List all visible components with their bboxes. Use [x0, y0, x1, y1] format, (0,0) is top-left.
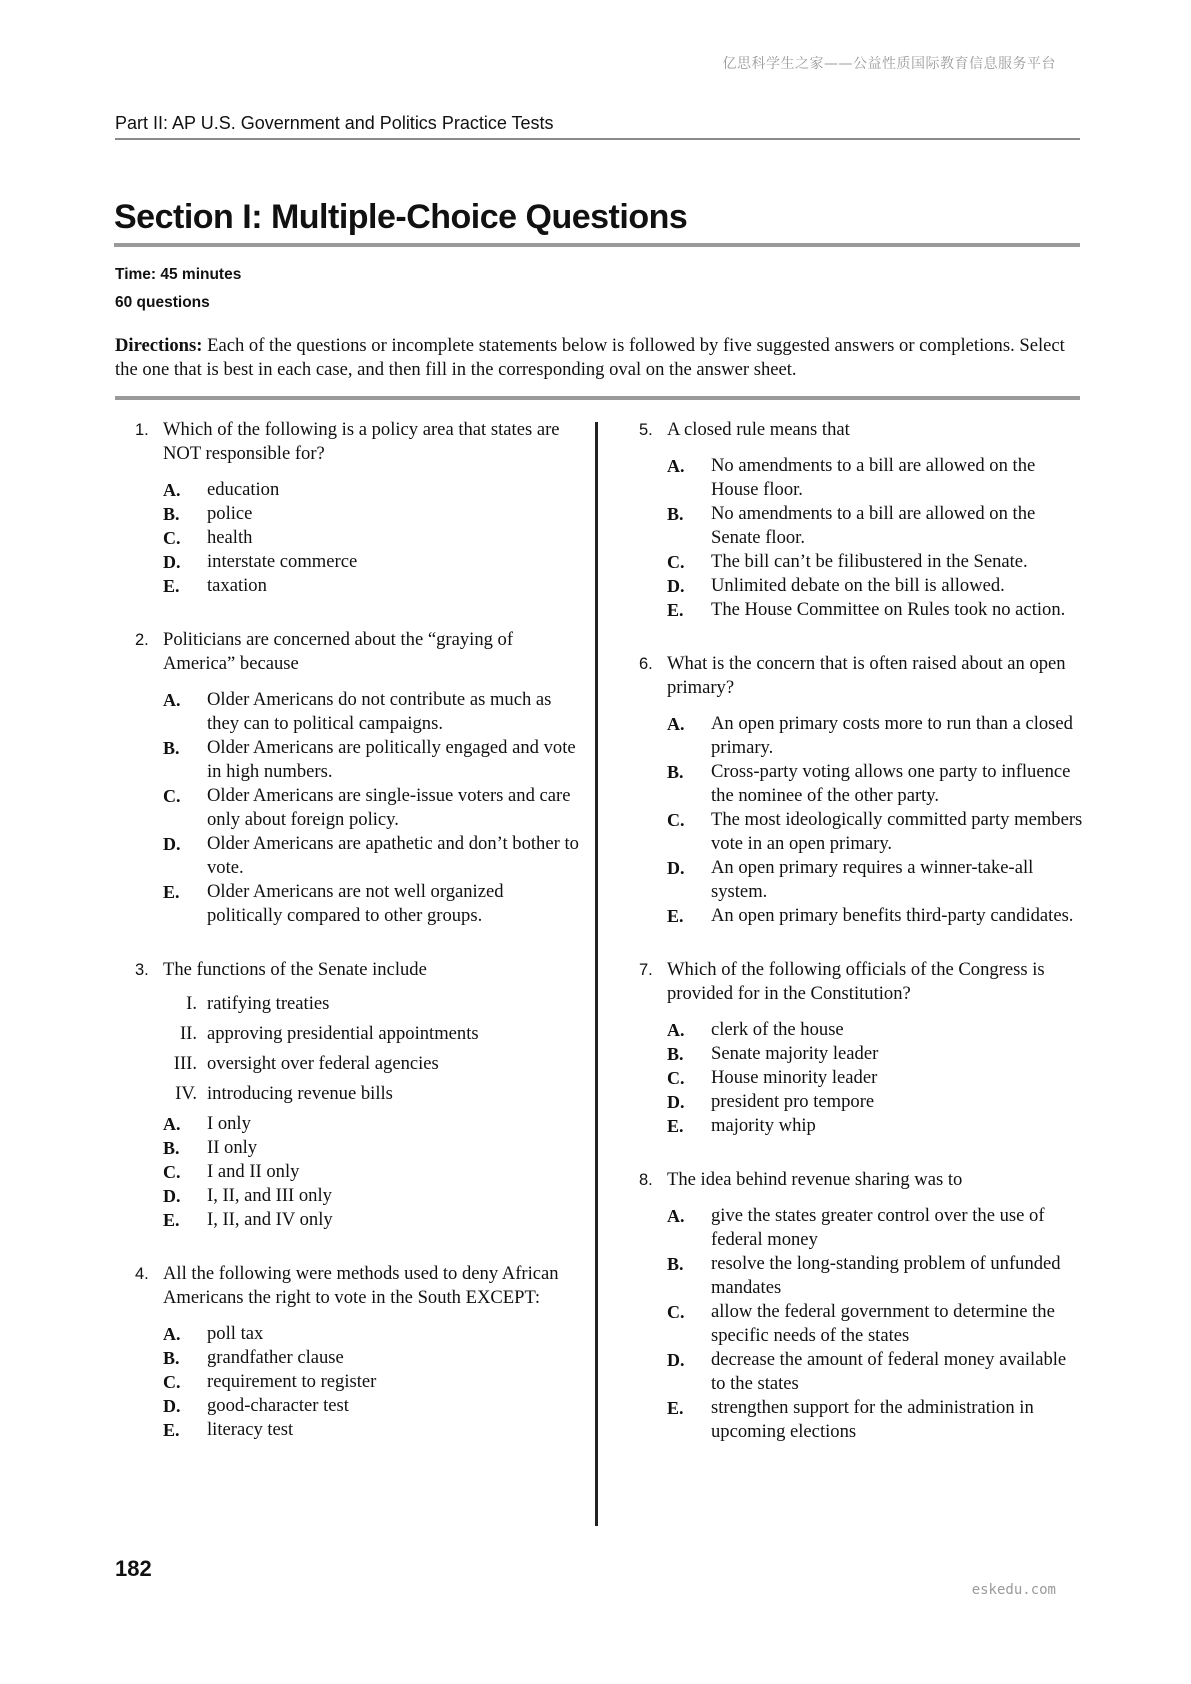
directions [115, 334, 1080, 382]
choice-letter: B. [163, 1348, 180, 1368]
question-stem [133, 1262, 583, 1310]
question-text: All the following were methods used to deny African Americans the right to vote in the South EXCEPT: [163, 1263, 559, 1308]
choice [667, 1066, 1083, 1090]
choice [163, 1370, 583, 1394]
choice-letter: C. [163, 1372, 181, 1392]
choice-letter: A. [667, 456, 685, 476]
choice-text: good-character test [207, 1395, 349, 1416]
question-number: 5. [639, 421, 653, 439]
question-number: 6. [639, 655, 653, 673]
choice [667, 1348, 1083, 1396]
choice [163, 502, 583, 526]
choice-list [637, 454, 1083, 622]
choice-text: Older Americans are not well organized politically compared to other groups. [207, 881, 504, 926]
choice-text: resolve the long-standing problem of unfunded mandates [711, 1253, 1061, 1298]
choice-letter: E. [163, 576, 180, 596]
question-4 [133, 1262, 583, 1442]
choice [667, 1042, 1083, 1066]
choice-list [637, 712, 1083, 928]
choice [667, 1252, 1083, 1300]
choice-letter: E. [163, 1210, 180, 1230]
choice-list [637, 1204, 1083, 1444]
choice [163, 832, 583, 880]
choice [163, 1346, 583, 1370]
question-text: A closed rule means that [667, 419, 850, 440]
choice [163, 1160, 583, 1184]
directions-label: Directions: [115, 335, 203, 356]
choice-letter: A. [163, 690, 181, 710]
choice-text: Unlimited debate on the bill is allowed. [711, 575, 1005, 596]
choice-text: police [207, 503, 253, 524]
choice-letter: B. [163, 504, 180, 524]
choice [667, 808, 1083, 856]
choice-text: House minority leader [711, 1067, 878, 1088]
choice-text: education [207, 479, 280, 500]
choice [163, 478, 583, 502]
choice-text: interstate commerce [207, 551, 358, 572]
choice [163, 1208, 583, 1232]
choice-letter: A. [163, 1324, 181, 1344]
question-2 [133, 628, 583, 928]
choice-text: No amendments to a bill are allowed on the Senate floor. [711, 503, 1036, 548]
choice [667, 574, 1083, 598]
question-1 [133, 418, 583, 598]
choice-text: majority whip [711, 1115, 816, 1136]
question-number: 4. [135, 1265, 149, 1283]
choice [163, 688, 583, 736]
question-number: 2. [135, 631, 149, 649]
roman-text: introducing revenue bills [207, 1083, 393, 1104]
choice-letter: D. [667, 576, 685, 596]
question-text: Politicians are concerned about the “graying of America” because [163, 629, 514, 674]
choice-list [133, 688, 583, 928]
choice [667, 454, 1083, 502]
question-number: 1. [135, 421, 149, 439]
question-stem [133, 418, 583, 466]
choice-letter: C. [667, 1302, 685, 1322]
question-stem [133, 628, 583, 676]
choice-letter: E. [667, 600, 684, 620]
question-text: The idea behind revenue sharing was to [667, 1169, 963, 1190]
choice-letter: B. [667, 504, 684, 524]
choice [163, 526, 583, 550]
choice-letter: D. [163, 1396, 181, 1416]
question-number: 8. [639, 1171, 653, 1189]
choice-text: allow the federal government to determine the specific needs of the states [711, 1301, 1055, 1346]
question-8 [637, 1168, 1083, 1444]
left-column [133, 418, 583, 1442]
question-stem [637, 418, 1083, 442]
roman-numeral: II. [179, 1023, 197, 1044]
running-head: Part II: AP U.S. Government and Politics Practice Tests [115, 113, 1080, 140]
choice-text: No amendments to a bill are allowed on the House floor. [711, 455, 1036, 500]
choice-list [637, 1018, 1083, 1138]
choice-letter: A. [163, 1114, 181, 1134]
choice [163, 1112, 583, 1136]
choice-letter: C. [667, 1068, 685, 1088]
choice [163, 550, 583, 574]
choice-text: An open primary costs more to run than a closed primary. [711, 713, 1073, 758]
roman-item [163, 1082, 583, 1106]
choice-letter: C. [667, 810, 685, 830]
roman-text: ratifying treaties [207, 993, 330, 1014]
roman-numeral: I. [186, 993, 197, 1014]
question-stem [637, 958, 1083, 1006]
choice-text: II only [207, 1137, 258, 1158]
time-limit: Time: 45 minutes [115, 266, 242, 283]
choice-letter: B. [667, 1254, 684, 1274]
choice [667, 856, 1083, 904]
choice-letter: C. [163, 786, 181, 806]
choice-letter: C. [163, 528, 181, 548]
choice-letter: A. [667, 1206, 685, 1226]
choice-text: decrease the amount of federal money available to the states [711, 1349, 1067, 1394]
choice-text: literacy test [207, 1419, 294, 1440]
choice-letter: D. [163, 1186, 181, 1206]
roman-text: approving presidential appointments [207, 1023, 479, 1044]
choice-letter: D. [667, 1092, 685, 1112]
question-count: 60 questions [115, 294, 210, 311]
section-title: Section I: Multiple-Choice Questions [114, 198, 1080, 247]
choice-letter: B. [163, 1138, 180, 1158]
choice-letter: D. [667, 858, 685, 878]
question-text: Which of the following officials of the Congress is provided for in the Constitution? [667, 959, 1045, 1004]
choice-letter: B. [163, 738, 180, 758]
question-text: What is the concern that is often raised about an open primary? [667, 653, 1066, 698]
choice-text: president pro tempore [711, 1091, 875, 1112]
choice [667, 1114, 1083, 1138]
choice [163, 736, 583, 784]
choice-text: Cross-party voting allows one party to influence the nominee of the other party. [711, 761, 1071, 806]
section-divider [115, 396, 1080, 400]
choice-letter: C. [163, 1162, 181, 1182]
choice [667, 712, 1083, 760]
choice-text: requirement to register [207, 1371, 377, 1392]
choice-letter: A. [667, 1020, 685, 1040]
choice-letter: D. [163, 552, 181, 572]
page-number: 182 [115, 1556, 152, 1581]
choice [163, 1418, 583, 1442]
choice [667, 904, 1083, 928]
choice [667, 1090, 1083, 1114]
roman-numeral: III. [173, 1053, 197, 1074]
choice-letter: E. [163, 1420, 180, 1440]
choice-text: I, II, and IV only [207, 1209, 333, 1230]
choice-text: grandfather clause [207, 1347, 344, 1368]
right-column [637, 418, 1083, 1444]
choice [667, 1204, 1083, 1252]
roman-numeral-list [133, 992, 583, 1106]
question-stem [637, 652, 1083, 700]
question-5 [637, 418, 1083, 622]
choice [667, 1396, 1083, 1444]
choice-text: clerk of the house [711, 1019, 844, 1040]
choice-text: I, II, and III only [207, 1185, 332, 1206]
choice-list [133, 1322, 583, 1442]
roman-text: oversight over federal agencies [207, 1053, 439, 1074]
roman-item [163, 1052, 583, 1076]
choice-text: give the states greater control over the use of federal money [711, 1205, 1045, 1250]
choice-text: The bill can’t be filibustered in the Senate. [711, 551, 1028, 572]
choice [667, 1300, 1083, 1348]
choice-text: An open primary requires a winner-take-all system. [711, 857, 1034, 902]
question-7 [637, 958, 1083, 1138]
choice-text: health [207, 527, 253, 548]
question-text: The functions of the Senate include [163, 959, 427, 980]
choice-letter: D. [667, 1350, 685, 1370]
choice-text: strengthen support for the administration in upcoming elections [711, 1397, 1034, 1442]
choice [163, 1394, 583, 1418]
choice [163, 1322, 583, 1346]
choice-letter: A. [163, 480, 181, 500]
question-number: 7. [639, 961, 653, 979]
choice-letter: D. [163, 834, 181, 854]
question-text: Which of the following is a policy area that states are NOT responsible for? [163, 419, 560, 464]
roman-item [163, 992, 583, 1016]
top-watermark: 亿思科学生之家——公益性质国际教育信息服务平台 [722, 56, 1056, 72]
choice-letter: B. [667, 762, 684, 782]
roman-item [163, 1022, 583, 1046]
choice-text: Older Americans are single-issue voters and care only about foreign policy. [207, 785, 571, 830]
column-divider [595, 422, 598, 1526]
choice [667, 1018, 1083, 1042]
roman-numeral: IV. [175, 1083, 197, 1104]
choice-letter: A. [667, 714, 685, 734]
bottom-watermark: eskedu.com [971, 1582, 1056, 1598]
question-6 [637, 652, 1083, 928]
choice-text: I only [207, 1113, 251, 1134]
choice-letter: E. [667, 1116, 684, 1136]
choice-letter: B. [667, 1044, 684, 1064]
question-stem [133, 958, 583, 982]
choice [667, 760, 1083, 808]
choice-text: Older Americans are apathetic and don’t bother to vote. [207, 833, 579, 878]
choice-list [133, 1112, 583, 1232]
choice-text: poll tax [207, 1323, 264, 1344]
question-3 [133, 958, 583, 1232]
choice-letter: C. [667, 552, 685, 572]
choice-letter: E. [163, 882, 180, 902]
question-stem [637, 1168, 1083, 1192]
choice [163, 1184, 583, 1208]
choice [667, 598, 1083, 622]
choice-text: Older Americans are politically engaged and vote in high numbers. [207, 737, 576, 782]
choice [163, 784, 583, 832]
directions-text: Each of the questions or incomplete statements below is followed by five suggested answers or completions. Select the one that is best in each case, and then fill in the corresponding oval on the answer sheet. [115, 335, 1065, 380]
choice [163, 574, 583, 598]
choice [163, 880, 583, 928]
choice-letter: E. [667, 1398, 684, 1418]
choice-text: I and II only [207, 1161, 300, 1182]
choice-text: taxation [207, 575, 267, 596]
choice-letter: E. [667, 906, 684, 926]
choice-text: Older Americans do not contribute as much as they can to political campaigns. [207, 689, 552, 734]
choice [667, 550, 1083, 574]
choice-list [133, 478, 583, 598]
choice [163, 1136, 583, 1160]
choice-text: The most ideologically committed party members vote in an open primary. [711, 809, 1083, 854]
question-number: 3. [135, 961, 149, 979]
choice-text: Senate majority leader [711, 1043, 879, 1064]
choice-text: The House Committee on Rules took no action. [711, 599, 1066, 620]
choice [667, 502, 1083, 550]
choice-text: An open primary benefits third-party candidates. [711, 905, 1074, 926]
